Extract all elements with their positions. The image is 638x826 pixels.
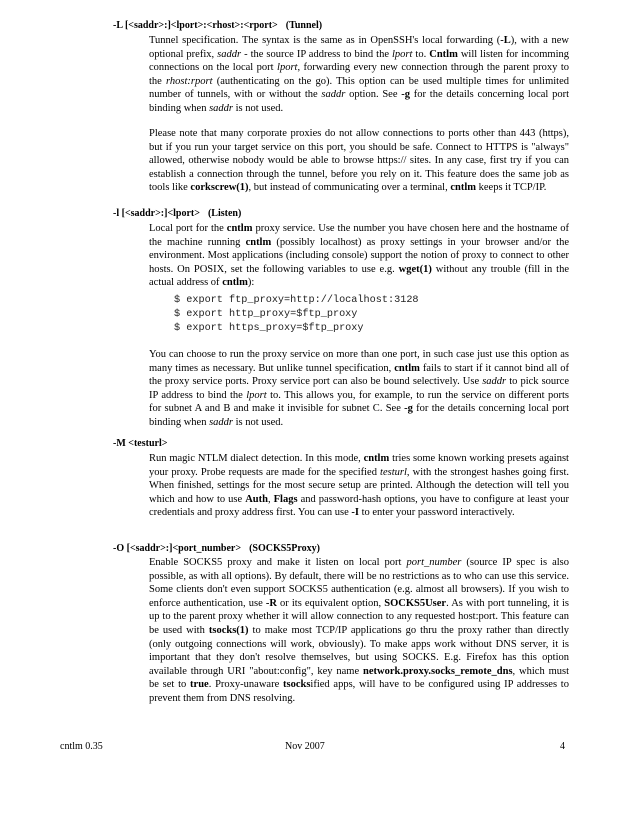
italic-term: saddr xyxy=(209,102,234,114)
code-line: $ export ftp_proxy=http://localhost:3128 xyxy=(174,295,419,306)
listen-option-syntax: -l [<saddr>:]<lport> xyxy=(113,208,200,219)
bold-term: SOCKS5User xyxy=(384,597,447,609)
text-run: is not used. xyxy=(233,102,284,114)
text-run: (authenticating on the go). This option can be used multiple times for unlimited number of tunnels, with or without the xyxy=(149,75,570,101)
bold-term: wget(1) xyxy=(398,263,432,275)
text-run: keeps it TCP/IP. xyxy=(476,182,547,194)
text-run: and password-hash options, you have to configure at least your credentials and proxy address first. You can use xyxy=(149,493,569,519)
text-run: ified apps, will have to be configured using IP addresses to prevent them from DNS resolving. xyxy=(149,679,569,704)
italic-term: saddr xyxy=(482,376,507,388)
magic-description xyxy=(149,452,569,520)
code-line: $ export https_proxy=$ftp_proxy xyxy=(174,322,364,334)
text-run: , which must be set to xyxy=(149,665,569,691)
text-run: , with the strongest hashes going first. When finished, settings for the most secure setup are printed. Although the detection will tell you which and how to use xyxy=(149,466,569,505)
text-run: to make most TCP/IP applications go thru the proxy rather than directly (only outgoing connections will work, obviously). To make apps work without DNS server, it is important that they don't resolve themselves, but using SOCKS. E.g. Firefox has this option available through URI "about:config", key name xyxy=(149,624,570,677)
text-run: Local port for the xyxy=(149,223,227,234)
socks-option-label: (SOCKS5Proxy) xyxy=(249,543,321,554)
socks-option-heading xyxy=(113,543,320,555)
footer-date: Nov 2007 xyxy=(285,741,325,752)
bold-term: -L xyxy=(500,35,511,46)
text-run: is not used. xyxy=(233,416,284,428)
text-run: Tunnel specification. The syntax is the same as in OpenSSH's local forwarding ( xyxy=(149,35,501,46)
bold-term: tsocks(1) xyxy=(208,624,249,636)
bold-term: cntlm xyxy=(363,453,390,464)
italic-term: rhost:rport xyxy=(166,75,213,87)
text-run: You can choose to run the proxy service on more than one port, in such case just use this option as many times as necessary. But unlike tunnel specification, xyxy=(149,349,569,374)
listen-option-heading xyxy=(113,208,241,220)
bold-term: cntlm xyxy=(222,277,248,289)
bold-term: Cntlm xyxy=(429,48,458,60)
text-run: fails to start if it cannot bind all of the proxy service ports. Proxy service port can also be bound selectively. Use xyxy=(149,362,569,388)
text-run: tries some known working presets against your proxy. Probe requests are made for the specified xyxy=(149,453,569,478)
italic-term: lport xyxy=(246,389,267,401)
code-line: $ export http_proxy=$ftp_proxy xyxy=(174,308,358,320)
bold-term: -g xyxy=(401,89,411,101)
text-run: to pick source IP address to bind the xyxy=(149,376,569,401)
text-run: to. xyxy=(412,48,430,60)
italic-term: port_number xyxy=(406,557,462,568)
text-run: ), with a new optional prefix, xyxy=(149,35,569,60)
bold-term: cntlm xyxy=(226,223,253,234)
bold-term: tsocks xyxy=(283,679,311,691)
italic-term: saddr xyxy=(209,416,234,428)
magic-option-syntax: -M <testurl> xyxy=(113,438,168,449)
text-run: will listen for incomming connections on the local port xyxy=(149,48,570,74)
text-run: for the details concerning local port binding when xyxy=(149,403,569,428)
text-run: , but instead of communicating over a terminal, xyxy=(248,182,451,194)
text-run: , xyxy=(267,493,274,505)
text-run: to enter your password interactively. xyxy=(358,507,515,519)
text-run: proxy service. Use the number you have chosen here and the hostname of the machine running xyxy=(149,223,570,248)
text-run: to. This allows you, for example, to run the service on different ports for subnet A and B and make it invisible for subnet C. See xyxy=(149,389,569,415)
bold-term: true xyxy=(190,679,209,691)
bold-term: -R xyxy=(265,597,277,609)
magic-option-heading xyxy=(113,438,167,450)
text-run: (source IP spec is also possible, as with all options). By default, there will be no restrictions as to who can use this service. Some clients don't even support SOCKS5 authentication (e.g. almost all browsers). If you wish to enforce authentication, use xyxy=(149,557,570,609)
bold-term: cntlm xyxy=(450,182,476,194)
text-run: Run magic NTLM dialect detection. In this mode, xyxy=(149,453,364,464)
text-run: option. See xyxy=(345,89,402,101)
text-run: Please note that many corporate proxies do not allow connections to ports other than 443 (https), but if you run your target service on this port, you should be safe. Connect to HTTPS is "always" allowed, otherwise nobody would be able to browse https:// sites. In any case, first try if you can establish a connection through the tunnel, before you rely on it. This feature does the same job as tools like xyxy=(149,128,569,194)
bold-term: cntlm xyxy=(394,362,420,374)
tunnel-option-label: (Tunnel) xyxy=(285,20,323,31)
listen-code-block xyxy=(174,294,419,335)
bold-term: corkscrew(1) xyxy=(190,182,249,194)
listen-description xyxy=(149,222,569,290)
text-run: (possibly localhost) as proxy settings in your browser and/or the environment. Most applications (including console) support the notion of proxy to connect to other hosts. On POSIX, set the following variables to use e.g. xyxy=(149,236,570,275)
tunnel-description xyxy=(149,34,569,116)
text-run: . As with port tunneling, it is up to the parent proxy whether it will allow connection to any requested host:port. This feature can be used with xyxy=(149,597,570,636)
tunnel-note xyxy=(149,127,569,195)
italic-term: saddr xyxy=(217,48,242,60)
listen-multiple-ports xyxy=(149,348,569,430)
italic-term: saddr xyxy=(321,89,346,101)
text-run: Enable SOCKS5 proxy and make it listen on local port xyxy=(149,557,407,568)
text-run: , forwarding every new connection through the parent proxy to the xyxy=(149,62,569,87)
italic-term: lport xyxy=(392,48,413,60)
bold-term: cntlm xyxy=(245,236,272,248)
text-run: - the source IP address to bind the xyxy=(241,48,392,60)
text-run: without any trouble (fill in the actual address of xyxy=(149,263,569,289)
italic-term: lport xyxy=(277,62,298,74)
bold-term: -I xyxy=(351,507,359,519)
tunnel-option-heading xyxy=(113,20,322,32)
footer-program-version: cntlm 0.35 xyxy=(60,741,103,752)
listen-option-label: (Listen) xyxy=(207,208,242,219)
socks-option-syntax: -O [<saddr>:]<port_number> xyxy=(113,543,242,554)
footer-page-number: 4 xyxy=(560,741,565,752)
bold-term: network.proxy.socks_remote_dns xyxy=(363,665,513,677)
text-run: for the details concerning local port binding when xyxy=(149,89,570,114)
text-run: . Proxy-unaware xyxy=(208,679,283,691)
bold-term: -g xyxy=(404,403,413,415)
bold-term: Auth xyxy=(245,493,268,505)
tunnel-option-syntax: -L [<saddr>:]<lport>:<rhost>:<rport> xyxy=(113,20,278,31)
socks-description xyxy=(149,556,569,706)
text-run: ): xyxy=(247,277,255,289)
text-run: or its equivalent option, xyxy=(276,597,385,609)
bold-term: Flags xyxy=(273,493,298,505)
italic-term: testurl xyxy=(380,466,407,478)
